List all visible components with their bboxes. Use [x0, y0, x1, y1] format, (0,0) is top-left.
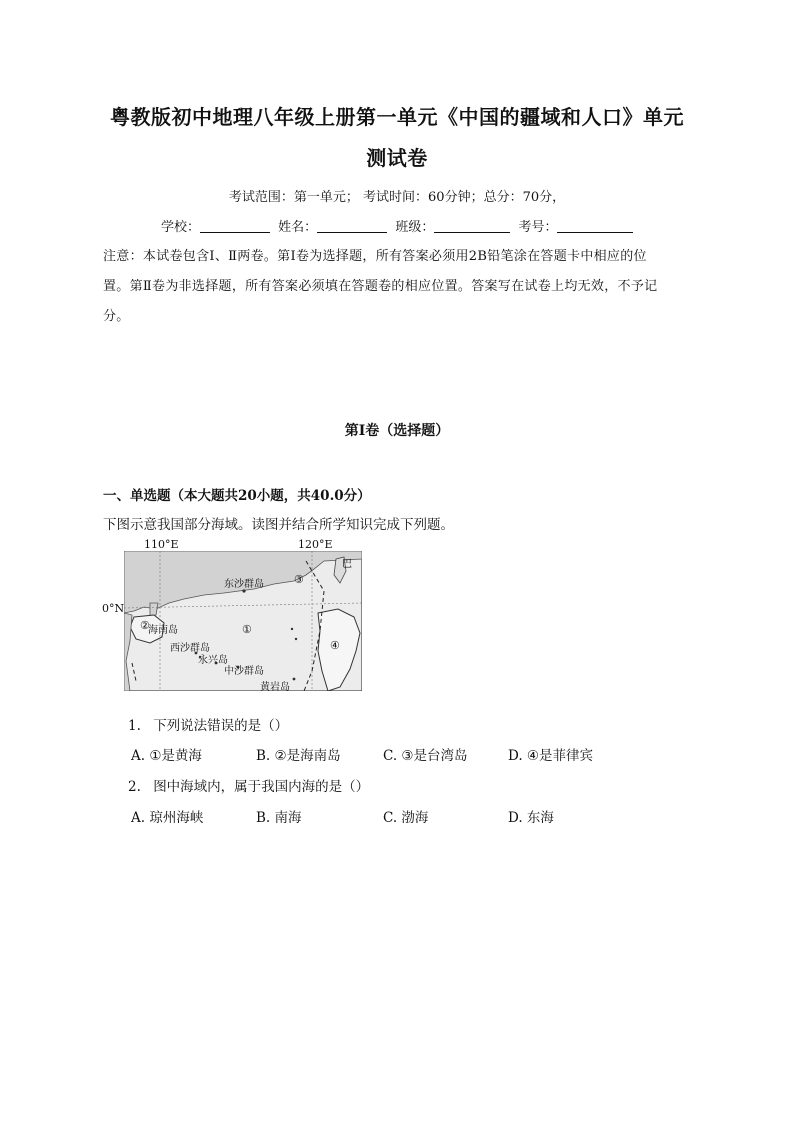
q2-option-a[interactable]: A. 琼州海峡: [131, 810, 204, 826]
class-blank[interactable]: [434, 218, 510, 233]
question-1: [128, 714, 288, 734]
q2-option-d[interactable]: D. 东海: [508, 810, 554, 826]
mark-1: ①: [242, 623, 252, 636]
question-2-number: 2.: [128, 779, 141, 795]
label-yongxing: 永兴岛: [198, 655, 228, 666]
huangyan-dot: [293, 678, 296, 681]
label-dongsha: 东沙群岛: [224, 579, 264, 590]
name-label: 姓名：: [278, 220, 318, 235]
label-zhongsha: 中沙群岛: [224, 666, 264, 677]
document-title-line2: 测试卷: [366, 146, 428, 170]
lon-120-label: 120°E: [298, 538, 333, 551]
class-label: 班级：: [395, 220, 435, 235]
school-blank[interactable]: [200, 218, 270, 233]
mark-2: ②: [140, 619, 150, 632]
question-1-stem: 下列说法错误的是（）: [153, 718, 289, 734]
lon-110-label: 110°E: [144, 538, 179, 551]
island-dot: [295, 638, 297, 640]
q1-option-d[interactable]: D. ④是菲律宾: [508, 748, 594, 764]
part1-heading: 第Ⅰ卷（选择题）: [344, 423, 450, 439]
number-label: 考号：: [518, 220, 558, 235]
label-xisha: 西沙群岛: [170, 643, 210, 654]
sea-area-map: [124, 551, 362, 691]
document-title-line1: 粤教版初中地理八年级上册第一单元《中国的疆域和人口》单元: [110, 105, 684, 129]
number-blank[interactable]: [557, 218, 633, 233]
question-intro: 下图示意我国部分海域。读图并结合所学知识完成下列题。: [103, 517, 454, 533]
notice-line3: 分。: [103, 309, 130, 324]
question-1-number: 1.: [128, 718, 141, 734]
section-heading: 一、单选题（本大题共20小题，共40.0分）: [103, 488, 371, 504]
label-hainan: 海南岛: [148, 625, 178, 636]
student-fields: [161, 216, 633, 235]
question-2-stem: 图中海域内，属于我国内海的是（）: [153, 779, 370, 795]
mark-3: ③: [294, 573, 304, 586]
map-graphic: [124, 551, 362, 691]
q1-option-b[interactable]: B. ②是海南岛: [256, 748, 341, 764]
exam-info: 考试范围：第一单元； 考试时间：60分钟；总分：70分，: [228, 190, 566, 205]
question-2: [128, 775, 369, 795]
island-dot: [291, 628, 293, 630]
q1-option-c[interactable]: C. ③是台湾岛: [383, 748, 468, 764]
notice-line2: 置。第Ⅱ卷为非选择题，所有答案必须填在答题卷的相应位置。答案写在试卷上均无效，不予记: [103, 279, 658, 294]
q2-option-c[interactable]: C. 渤海: [383, 810, 429, 826]
notice-line1: 注意：本试卷包含Ⅰ、Ⅱ两卷。第Ⅰ卷为选择题，所有答案必须用2B铅笔涂在答题卡中相应的位: [103, 249, 647, 264]
school-label: 学校：: [161, 220, 201, 235]
notice: [103, 242, 703, 332]
label-huangyan: 黄岩岛: [260, 682, 290, 691]
mark-4: ④: [330, 639, 340, 652]
q2-option-b[interactable]: B. 南海: [256, 810, 302, 826]
q1-option-a[interactable]: A. ①是黄海: [131, 748, 202, 764]
name-blank[interactable]: [317, 218, 387, 233]
lat-label: 0°N: [102, 602, 125, 615]
mark-ba: 巴: [342, 559, 352, 570]
